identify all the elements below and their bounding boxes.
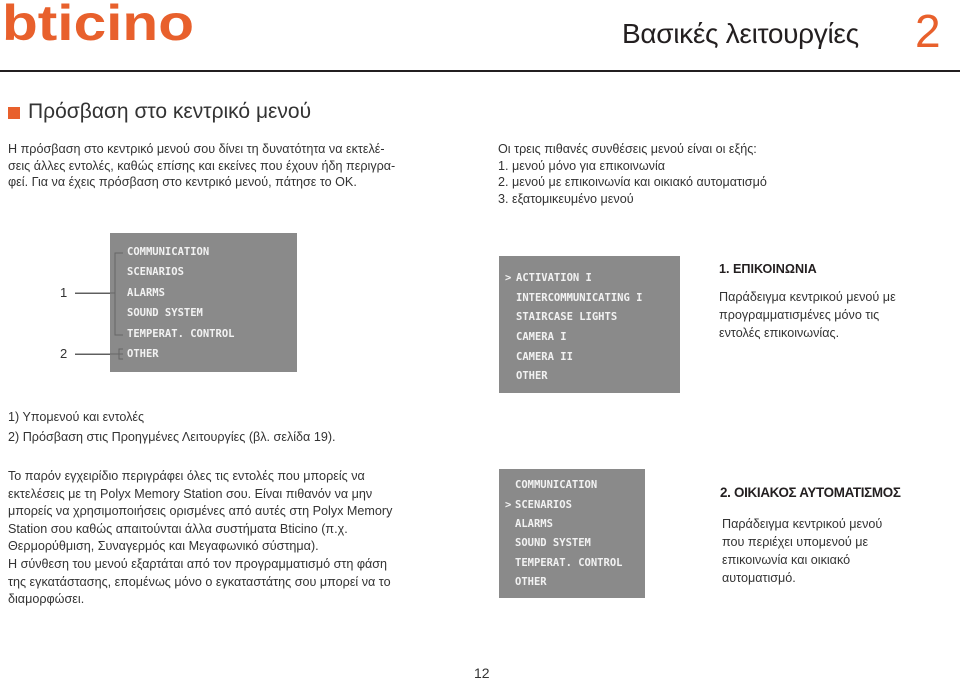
page-number: 12 <box>474 665 490 681</box>
home-automation-menu-screen <box>499 469 645 598</box>
note-line: 1) Υπομενού και εντολές <box>8 410 145 424</box>
caption-line: Παράδειγμα κεντρικού μενού <box>722 517 883 531</box>
manual-line: εκτελέσεις με τη Polyx Memory Station σου. Είναι πιθανόν να μην <box>8 486 373 501</box>
caption-line: Παράδειγμα κεντρικού μενού με <box>719 290 896 304</box>
intro-line: σεις άλλες εντολές, καθώς επίσης και εκείνες που έχουν ήδη περιγρα- <box>8 158 396 173</box>
menu-item: SCENARIOS <box>127 266 184 278</box>
menu-item: OTHER <box>515 576 547 588</box>
caption-line: προγραμματισμένες μόνο τις <box>719 308 880 322</box>
callout-bracket <box>75 245 123 365</box>
chapter-title: Βασικές λειτουργίες <box>622 18 859 49</box>
caption-1-title: 1. ΕΠΙΚΟΙΝΩΝΙΑ <box>719 262 817 276</box>
combo-item: 1. μενού μόνο για επικοινωνία <box>498 158 666 173</box>
menu-item: COMMUNICATION <box>515 479 598 491</box>
caption-1-text <box>719 288 896 342</box>
menu-item: OTHER <box>516 370 548 382</box>
callout-1: 1 <box>60 285 68 300</box>
caption-line: εντολές επικοινωνίας. <box>719 326 840 340</box>
manual-line: διαμορφώσει. <box>8 592 85 607</box>
manual-line: Θερμορύθμιση, Συναγερμός και Μεγαφωνικό σύστημα). <box>8 539 319 554</box>
menu-item: CAMERA I <box>516 331 567 343</box>
menu-item: OTHER <box>127 348 159 360</box>
communication-menu-screen <box>499 256 680 393</box>
menu-item: ALARMS <box>515 518 553 530</box>
menu-item: ACTIVATION I <box>516 272 592 284</box>
header-divider <box>0 70 960 72</box>
caption-line: επικοινωνία και οικιακό <box>722 553 851 567</box>
manual-line: Η σύνθεση του μενού εξαρτάται από τον προγραμματισμό στη φάση <box>8 556 388 571</box>
section-title: Πρόσβαση στο κεντρικό μενού <box>28 100 312 123</box>
combos-intro: Οι τρεις πιθανές συνθέσεις μενού είναι οι εξής: <box>498 142 757 156</box>
callout-2: 2 <box>60 346 68 361</box>
footnotes <box>8 407 336 447</box>
cursor-icon: > <box>505 499 512 511</box>
combo-item: 3. εξατομικευμένο μενού <box>498 191 634 206</box>
caption-2-title: 2. ΟΙΚΙΑΚΟΣ ΑΥΤΟΜΑΤΙΣΜΟΣ <box>720 485 901 500</box>
menu-combinations <box>498 141 767 207</box>
menu-item: INTERCOMMUNICATING I <box>516 292 643 304</box>
caption-line: που περιέχει υπομενού με <box>722 535 869 549</box>
intro-line: Η πρόσβαση στο κεντρικό μενού σου δίνει τη δυνατότητα να εκτελέ- <box>8 142 385 156</box>
menu-item: SOUND SYSTEM <box>127 307 203 319</box>
intro-line: φεί. Για να έχεις πρόσβαση στο κεντρικό μενού, πάτησε το ΟΚ. <box>8 175 357 189</box>
caption-2-text <box>722 515 882 587</box>
menu-item: TEMPERAT. CONTROL <box>127 328 235 340</box>
menu-item: COMMUNICATION <box>127 246 210 258</box>
menu-item: SCENARIOS <box>515 499 572 511</box>
manual-paragraph <box>8 468 392 609</box>
menu-item: CAMERA II <box>516 351 573 363</box>
bticino-logo <box>0 0 197 48</box>
manual-line: της εγκατάστασης, επομένως μόνο ο εγκαταστάτης σου μπορεί να το <box>8 574 391 589</box>
manual-line: Station σου καθώς απαιτούνται άλλα συστήματα Bticino (π.χ. <box>8 521 348 536</box>
note-line: 2) Πρόσβαση στις Προηγμένες Λειτουργίες (βλ. σελίδα 19). <box>8 430 336 444</box>
menu-item: STAIRCASE LIGHTS <box>516 311 618 323</box>
section-bullet-icon <box>8 107 20 119</box>
cursor-icon: > <box>505 272 512 284</box>
manual-line: μπορείς να χρησιμοποιήσεις ορισμένες από αυτές στη Polyx Memory <box>8 504 393 519</box>
menu-screen-example <box>110 233 297 372</box>
menu-item: TEMPERAT. CONTROL <box>515 557 623 569</box>
menu-item: SOUND SYSTEM <box>515 537 591 549</box>
manual-line: Το παρόν εγχειρίδιο περιγράφει όλες τις εντολές που μπορείς να <box>8 469 365 483</box>
intro-paragraph <box>8 141 395 191</box>
combo-item: 2. μενού με επικοινωνία και οικιακό αυτοματισμό <box>498 175 767 189</box>
chapter-number: 2 <box>915 5 941 57</box>
svg-text:bticino: bticino <box>2 0 194 48</box>
menu-item: ALARMS <box>127 287 165 299</box>
caption-line: αυτοματισμό. <box>722 571 796 585</box>
